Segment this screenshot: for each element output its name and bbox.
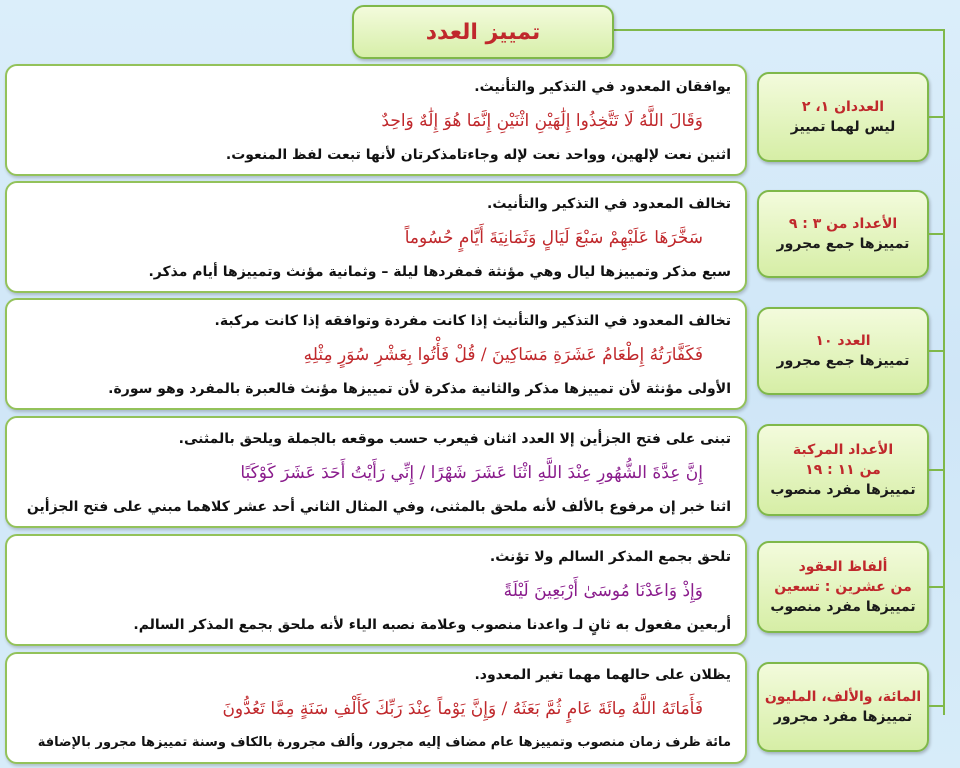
branch-connector	[929, 233, 945, 235]
quran-verse: فَأَمَاتَهُ اللَّهُ مِائَةَ عَامٍ ثُمَّ بَعَثَهُ / وَإِنَّ يَوْماً عِنْدَ رَبِّكَ كَأَلْفِ سَنَةٍ مِمَّا تَعُدُّونَ	[222, 698, 703, 719]
label-box-hundred-thousand	[757, 662, 929, 752]
label-box-decades	[757, 541, 929, 633]
quran-verse: وَإِذْ وَاعَدْنَا مُوسَىٰ أَرْبَعِينَ لَيْلَةً	[503, 580, 703, 601]
explanation-text: مائة ظرف زمان منصوب وتمييزها عام مضاف إليه مجرور، وألف مجرورة بالكاف وسنة تمييزها مجرور بالإضافة	[37, 734, 731, 750]
explanation-text: اثنا خبر إن مرفوع بالألف لأنه ملحق بالمثنى، وفي المثال الثاني أحد عشر كلاهما مبني على فتح الجزأين	[26, 498, 731, 515]
rule-text: يوافقان المعدود في التذكير والتأنيث.	[474, 79, 731, 96]
rule-text: يظلان على حالهما مهما تغير المعدود.	[474, 667, 731, 684]
rule-text: تخالف المعدود في التذكير والتأنيث.	[487, 196, 731, 213]
tree-connector-top	[610, 29, 945, 31]
rule-box-decades	[5, 534, 747, 646]
branch-connector	[929, 469, 945, 471]
rule-text: تلحق بجمع المذكر السالم ولا تؤنث.	[489, 549, 731, 566]
label-box-3-9	[757, 190, 929, 278]
label-title: الأعداد المركبة	[792, 442, 894, 458]
label-subtitle: تمييزها مفرد مجرور	[773, 709, 913, 725]
tree-trunk	[943, 29, 945, 715]
rule-box-hundred-thousand	[5, 652, 747, 764]
rule-box-3-9	[5, 181, 747, 293]
label-title: الأعداد من ٣ : ٩	[788, 216, 898, 232]
label-range: من عشرين : تسعين	[774, 579, 912, 595]
label-title: المائة، والألف، المليون	[764, 689, 922, 705]
title-box	[352, 5, 614, 59]
label-title: العددان ١، ٢	[801, 99, 885, 115]
label-title: ألفاظ العقود	[798, 559, 888, 575]
quran-verse: فَكَفَّارَتُهُ إِطْعَامُ عَشَرَةِ مَسَاكِينَ / قُلْ فَأْتُوا بِعَشْرِ سُوَرٍ مِثْلِهِ	[303, 344, 703, 365]
branch-connector	[929, 586, 945, 588]
page-title: تمييز العدد	[425, 19, 541, 45]
rule-box-10	[5, 298, 747, 410]
rule-text: تخالف المعدود في التذكير والتأنيث إذا كانت مفردة وتوافقه إذا كانت مركبة.	[214, 313, 731, 330]
explanation-text: أربعين مفعول به ثانٍ لـ واعدنا منصوب وعلامة نصبه الياء لأنه ملحق بجمع المذكر السالم.	[133, 616, 731, 633]
quran-verse: وَقَالَ اللَّهُ لَا تَتَّخِذُوا إِلَٰهَيْنِ اثْنَيْنِ إِنَّمَا هُوَ إِلَٰهٌ وَاحِدٌ	[381, 110, 703, 131]
branch-connector	[929, 116, 945, 118]
label-subtitle: تمييزها مفرد منصوب	[770, 482, 916, 498]
label-subtitle: تمييزها جمع مجرور	[776, 353, 910, 369]
label-subtitle: تمييزها جمع مجرور	[776, 236, 910, 252]
label-title: العدد ١٠	[815, 333, 871, 349]
explanation-text: اثنين نعت لإلهين، وواحد نعت لإله وجاءتامذكرتان لأنها تبعت لفظ المنعوت.	[225, 146, 731, 163]
explanation-text: سبع مذكر وتمييزها ليال وهي مؤنثة فمفردها ليلة – وثمانية مؤنث وتمييزها أيام مذكر.	[148, 263, 731, 280]
label-box-10	[757, 307, 929, 395]
explanation-text: الأولى مؤنثة لأن تمييزها مذكر والثانية مذكرة لأن تمييزها مؤنث فالعبرة بالمفرد وهو سورة.	[108, 380, 731, 397]
label-box-11-19	[757, 424, 929, 516]
label-subtitle: تمييزها مفرد منصوب	[770, 599, 916, 615]
rule-text: تبنى على فتح الجزأين إلا العدد اثنان فيعرب حسب موقعه بالجملة ويلحق بالمثنى.	[178, 431, 731, 448]
quran-verse: إِنَّ عِدَّةَ الشُّهُورِ عِنْدَ اللَّهِ اثْنَا عَشَرَ شَهْرًا / إِنِّي رَأَيْتُ أَحَدَ عَشَرَ كَوْكَبًا	[240, 462, 703, 483]
label-range: من ١١ : ١٩	[805, 462, 881, 478]
quran-verse: سَخَّرَهَا عَلَيْهِمْ سَبْعَ لَيَالٍ وَثَمَانِيَةَ أَيَّامٍ حُسُوماً	[404, 227, 703, 248]
branch-connector	[929, 705, 945, 707]
branch-connector	[929, 350, 945, 352]
label-subtitle: ليس لهما تمييز	[790, 119, 896, 135]
rule-box-1-2	[5, 64, 747, 176]
rule-box-11-19	[5, 416, 747, 528]
label-box-1-2	[757, 72, 929, 162]
